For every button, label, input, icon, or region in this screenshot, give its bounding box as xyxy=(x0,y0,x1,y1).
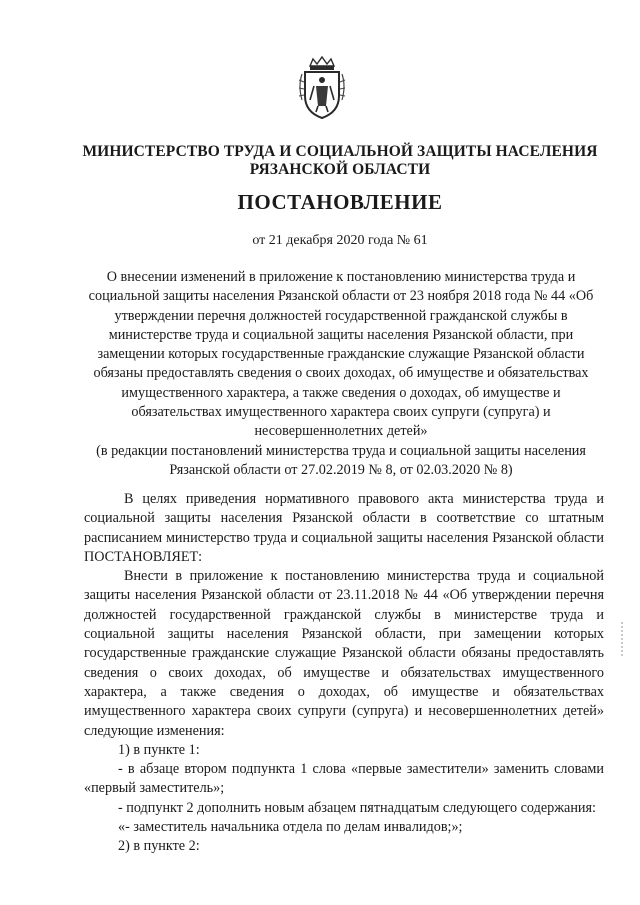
ministry-name-line1: МИНИСТЕРСТВО ТРУДА И СОЦИАЛЬНОЙ ЗАЩИТЫ НАСЕЛЕНИЯ xyxy=(82,143,598,160)
subject-text: О внесении изменений в приложение к постановлению министерства труда и социальной защиты населения Рязанской области от 23 ноября 2018 года № 44 «Об утверждении перечня должностей государственной гражданской службы в министерстве труда и социальной защиты населения Рязанской области, при замещении которых государственные гражданские служащие Рязанской области обязаны предоставлять сведения о своих доходах, об имуществе и обязательствах имущественного характера, а также сведения о доходах, об имуществе и обязательствах имущественного характера своих супруги (супруга) и несовершеннолетних детей» xyxy=(88,269,594,440)
ryazan-coat-of-arms-icon xyxy=(296,56,348,122)
body-item-1b-quote: «- заместитель начальника отдела по делам инвалидов;»; xyxy=(118,819,463,836)
body-item-1a: - в абзаце втором подпункта 1 слова «первые заместители» заменить словами «первый заместитель»; xyxy=(84,761,604,797)
body-main-clause: Внести в приложение к постановлению министерства труда и социальной защиты населения Рязанской области от 23.11.2018 № 44 «Об утверждении перечня должностей государственной гражданской службы в министерстве труда и социальной защиты населения Рязанской области, при замещении которых государственные гражданские служащие Рязанской области обязаны предоставлять сведения о своих доходах, об имуществе и обязательствах имущественного характера, а также сведения о доходах, об имуществе и обязательствах имущественного характера своих супруги (супруга) и несовершеннолетних детей» следующие изменения: xyxy=(84,568,604,739)
subject-editions: (в редакции постановлений министерства труда и социальной защиты населения Рязанской области от 27.02.2019 № 8, от 02.03.2020 № 8) xyxy=(96,442,586,478)
body-item-2: 2) в пункте 2: xyxy=(118,838,200,855)
document-type-title: ПОСТАНОВЛЕНИЕ xyxy=(237,190,443,214)
body-item-1: 1) в пункте 1: xyxy=(118,741,200,758)
body-item-1b: - подпункт 2 дополнить новым абзацем пятнадцатым следующего содержания: xyxy=(118,799,596,816)
document-body xyxy=(84,490,604,857)
document-date-number: от 21 декабря 2020 года № 61 xyxy=(252,233,428,248)
scan-margin-mark xyxy=(621,622,623,656)
document-subject xyxy=(76,268,606,480)
body-preamble: В целях приведения нормативного правового акта министерства труда и социальной защиты населения Рязанской области в соответствие со штатным расписанием министерство труда и социальной защиты населения Рязанской области ПОСТАНОВЛЯЕТ: xyxy=(84,491,604,565)
ministry-name-line2: РЯЗАНСКОЙ ОБЛАСТИ xyxy=(249,161,431,178)
